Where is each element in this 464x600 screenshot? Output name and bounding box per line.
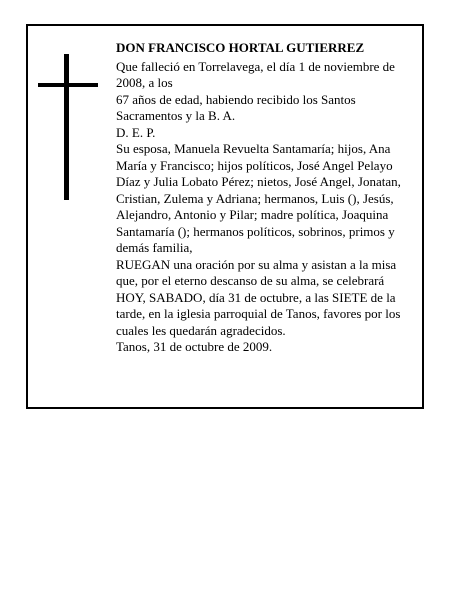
death-details: Que falleció en Torrelavega, el día 1 de noviembre de 2008, a los xyxy=(116,58,395,90)
family-list: Su esposa, Manuela Revuelta Santamaría; hijos, Ana María y Francisco; hijos políticos, José Angel Pelayo Díaz y Julia Lobato Pérez; nietos, José Angel, Jonatan, Cristian, Zulema y Adriana; hermanos, Luis (), Jesús, Alejandro, Antonio y Pilar; madre política, Joaquina Santamaría (); hermanos políticos, sobrinos, primos y demás familia, xyxy=(116,141,401,255)
cross-icon xyxy=(38,54,98,200)
obituary-text xyxy=(116,40,414,356)
mass-request: RUEGAN una oración por su alma y asistan a la misa que, por el eterno descanso de su alma, se celebrará HOY, SABADO, día 31 de octubre, a las SIETE de la tarde, en la iglesia parroquial de Tanos, favores por los cuales les quedarán agradecidos. xyxy=(116,256,401,338)
obituary-notice xyxy=(26,24,424,409)
age-details: 67 años de edad, habiendo recibido los Santos Sacramentos y la B. A. xyxy=(116,91,356,123)
deceased-name: DON FRANCISCO HORTAL GUTIERREZ xyxy=(116,40,365,55)
place-date: Tanos, 31 de octubre de 2009. xyxy=(116,339,273,354)
rip-text: D. E. P. xyxy=(116,124,156,140)
